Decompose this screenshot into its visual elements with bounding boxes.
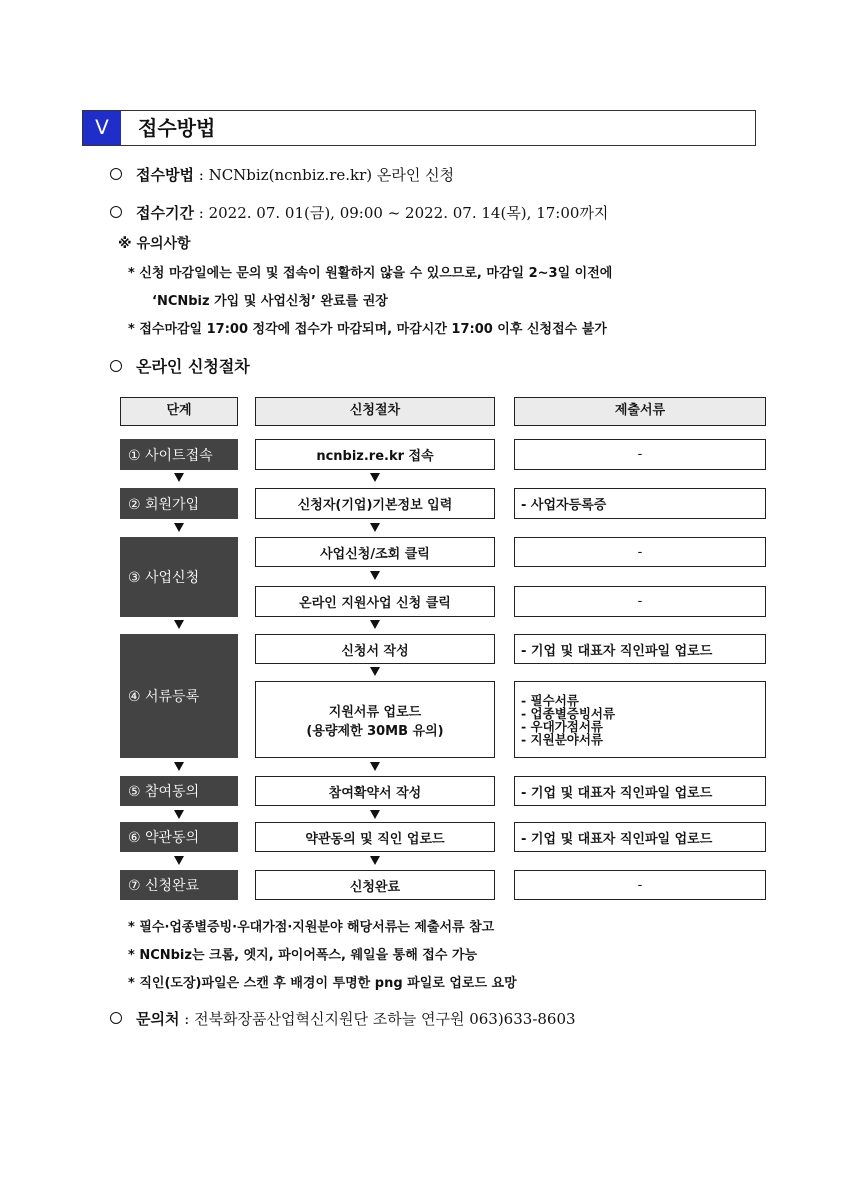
section-title: 접수방법: [138, 116, 216, 140]
proc-4b-line2: (용량제한 30MB 유의): [306, 723, 444, 739]
down-arrow-icon: [370, 856, 380, 865]
step-1: ① 사이트접속: [120, 439, 238, 470]
step-4: ④ 서류등록: [120, 634, 238, 758]
down-arrow-icon: [370, 620, 380, 629]
method-sep: :: [193, 166, 209, 184]
procedure-title-line: [110, 354, 250, 377]
down-arrow-icon: [370, 762, 380, 771]
circle-bullet-icon: [110, 168, 122, 180]
step-5: ⑤ 참여동의: [120, 776, 238, 806]
circle-bullet-icon: [110, 1012, 122, 1024]
method-label: 접수방법: [136, 166, 194, 184]
method-line: [110, 164, 454, 185]
doc-3a: -: [514, 537, 766, 567]
header-procedure: 신청절차: [255, 397, 495, 426]
down-arrow-icon: [174, 620, 184, 629]
down-arrow-icon: [174, 810, 184, 819]
header-step: 단계: [120, 397, 238, 426]
step-6: ⑥ 약관동의: [120, 822, 238, 852]
procedure-title: 온라인 신청절차: [136, 357, 250, 376]
step-7: ⑦ 신청완료: [120, 870, 238, 900]
period-sep: :: [193, 204, 209, 222]
doc-7: -: [514, 870, 766, 900]
contact-sep: :: [179, 1010, 195, 1028]
footnote: * NCNbiz는 크롬, 엣지, 파이어폭스, 웨일을 통해 접수 가능: [128, 948, 478, 963]
doc-2: - 사업자등록증: [514, 488, 766, 519]
down-arrow-icon: [370, 473, 380, 482]
footnote: * 필수·업종별증빙·우대가점·지원분야 해당서류는 제출서류 참고: [128, 920, 495, 935]
doc-list-item: - 필수서류: [521, 692, 579, 708]
period-label: 접수기간: [136, 204, 194, 222]
circle-bullet-icon: [110, 206, 122, 218]
proc-4b: [255, 681, 495, 758]
down-arrow-icon: [370, 810, 380, 819]
period-text: 2022. 07. 01(금), 09:00 ~ 2022. 07. 14(목), 17:00까지: [208, 204, 609, 222]
doc-list-item: - 지원분야서류: [521, 731, 603, 747]
step-2: ② 회원가입: [120, 488, 238, 519]
down-arrow-icon: [174, 473, 184, 482]
notice-item: * 접수마감일 17:00 정각에 접수가 마감되며, 마감시간 17:00 이후 신청접수 불가: [128, 322, 607, 337]
period-line: [110, 202, 608, 223]
circle-bullet-icon: [110, 360, 122, 372]
doc-list-item: - 업종별증빙서류: [521, 705, 616, 721]
proc-3a: 사업신청/조회 클릭: [255, 537, 495, 567]
proc-6: 약관동의 및 직인 업로드: [255, 822, 495, 852]
down-arrow-icon: [174, 856, 184, 865]
contact-line: [110, 1008, 576, 1029]
down-arrow-icon: [370, 523, 380, 532]
down-arrow-icon: [174, 762, 184, 771]
notice-title: ※ 유의사항: [118, 236, 191, 252]
contact-text: 전북화장품산업혁신지원단 조하늘 연구원 063)633-8603: [194, 1010, 576, 1028]
step-3: ③ 사업신청: [120, 537, 238, 617]
footnote: * 직인(도장)파일은 스캔 후 배경이 투명한 png 파일로 업로드 요망: [128, 976, 517, 991]
proc-4a: 신청서 작성: [255, 634, 495, 664]
section-number: Ⅴ: [83, 111, 121, 145]
doc-3b: -: [514, 586, 766, 617]
header-documents: 제출서류: [514, 397, 766, 426]
doc-5: - 기업 및 대표자 직인파일 업로드: [514, 776, 766, 806]
contact-label: 문의처: [136, 1010, 180, 1028]
proc-3b: 온라인 지원사업 신청 클릭: [255, 586, 495, 617]
proc-5: 참여확약서 작성: [255, 776, 495, 806]
proc-2: 신청자(기업)기본정보 입력: [255, 488, 495, 519]
notice-item: * 신청 마감일에는 문의 및 접속이 원활하지 않을 수 있으므로, 마감일 2~3일 이전에: [128, 266, 613, 281]
doc-6: - 기업 및 대표자 직인파일 업로드: [514, 822, 766, 852]
doc-4a: - 기업 및 대표자 직인파일 업로드: [514, 634, 766, 664]
doc-1: -: [514, 439, 766, 470]
down-arrow-icon: [370, 571, 380, 580]
notice-item: ‘NCNbiz 가입 및 사업신청’ 완료를 권장: [152, 294, 388, 309]
method-text: NCNbiz(ncnbiz.re.kr) 온라인 신청: [208, 166, 455, 184]
proc-1: ncnbiz.re.kr 접속: [255, 439, 495, 470]
doc-4b: [514, 681, 766, 758]
proc-4b-line1: 지원서류 업로드: [328, 704, 422, 720]
down-arrow-icon: [370, 667, 380, 676]
doc-list-item: - 우대가점서류: [521, 718, 603, 734]
proc-7: 신청완료: [255, 870, 495, 900]
down-arrow-icon: [174, 523, 184, 532]
